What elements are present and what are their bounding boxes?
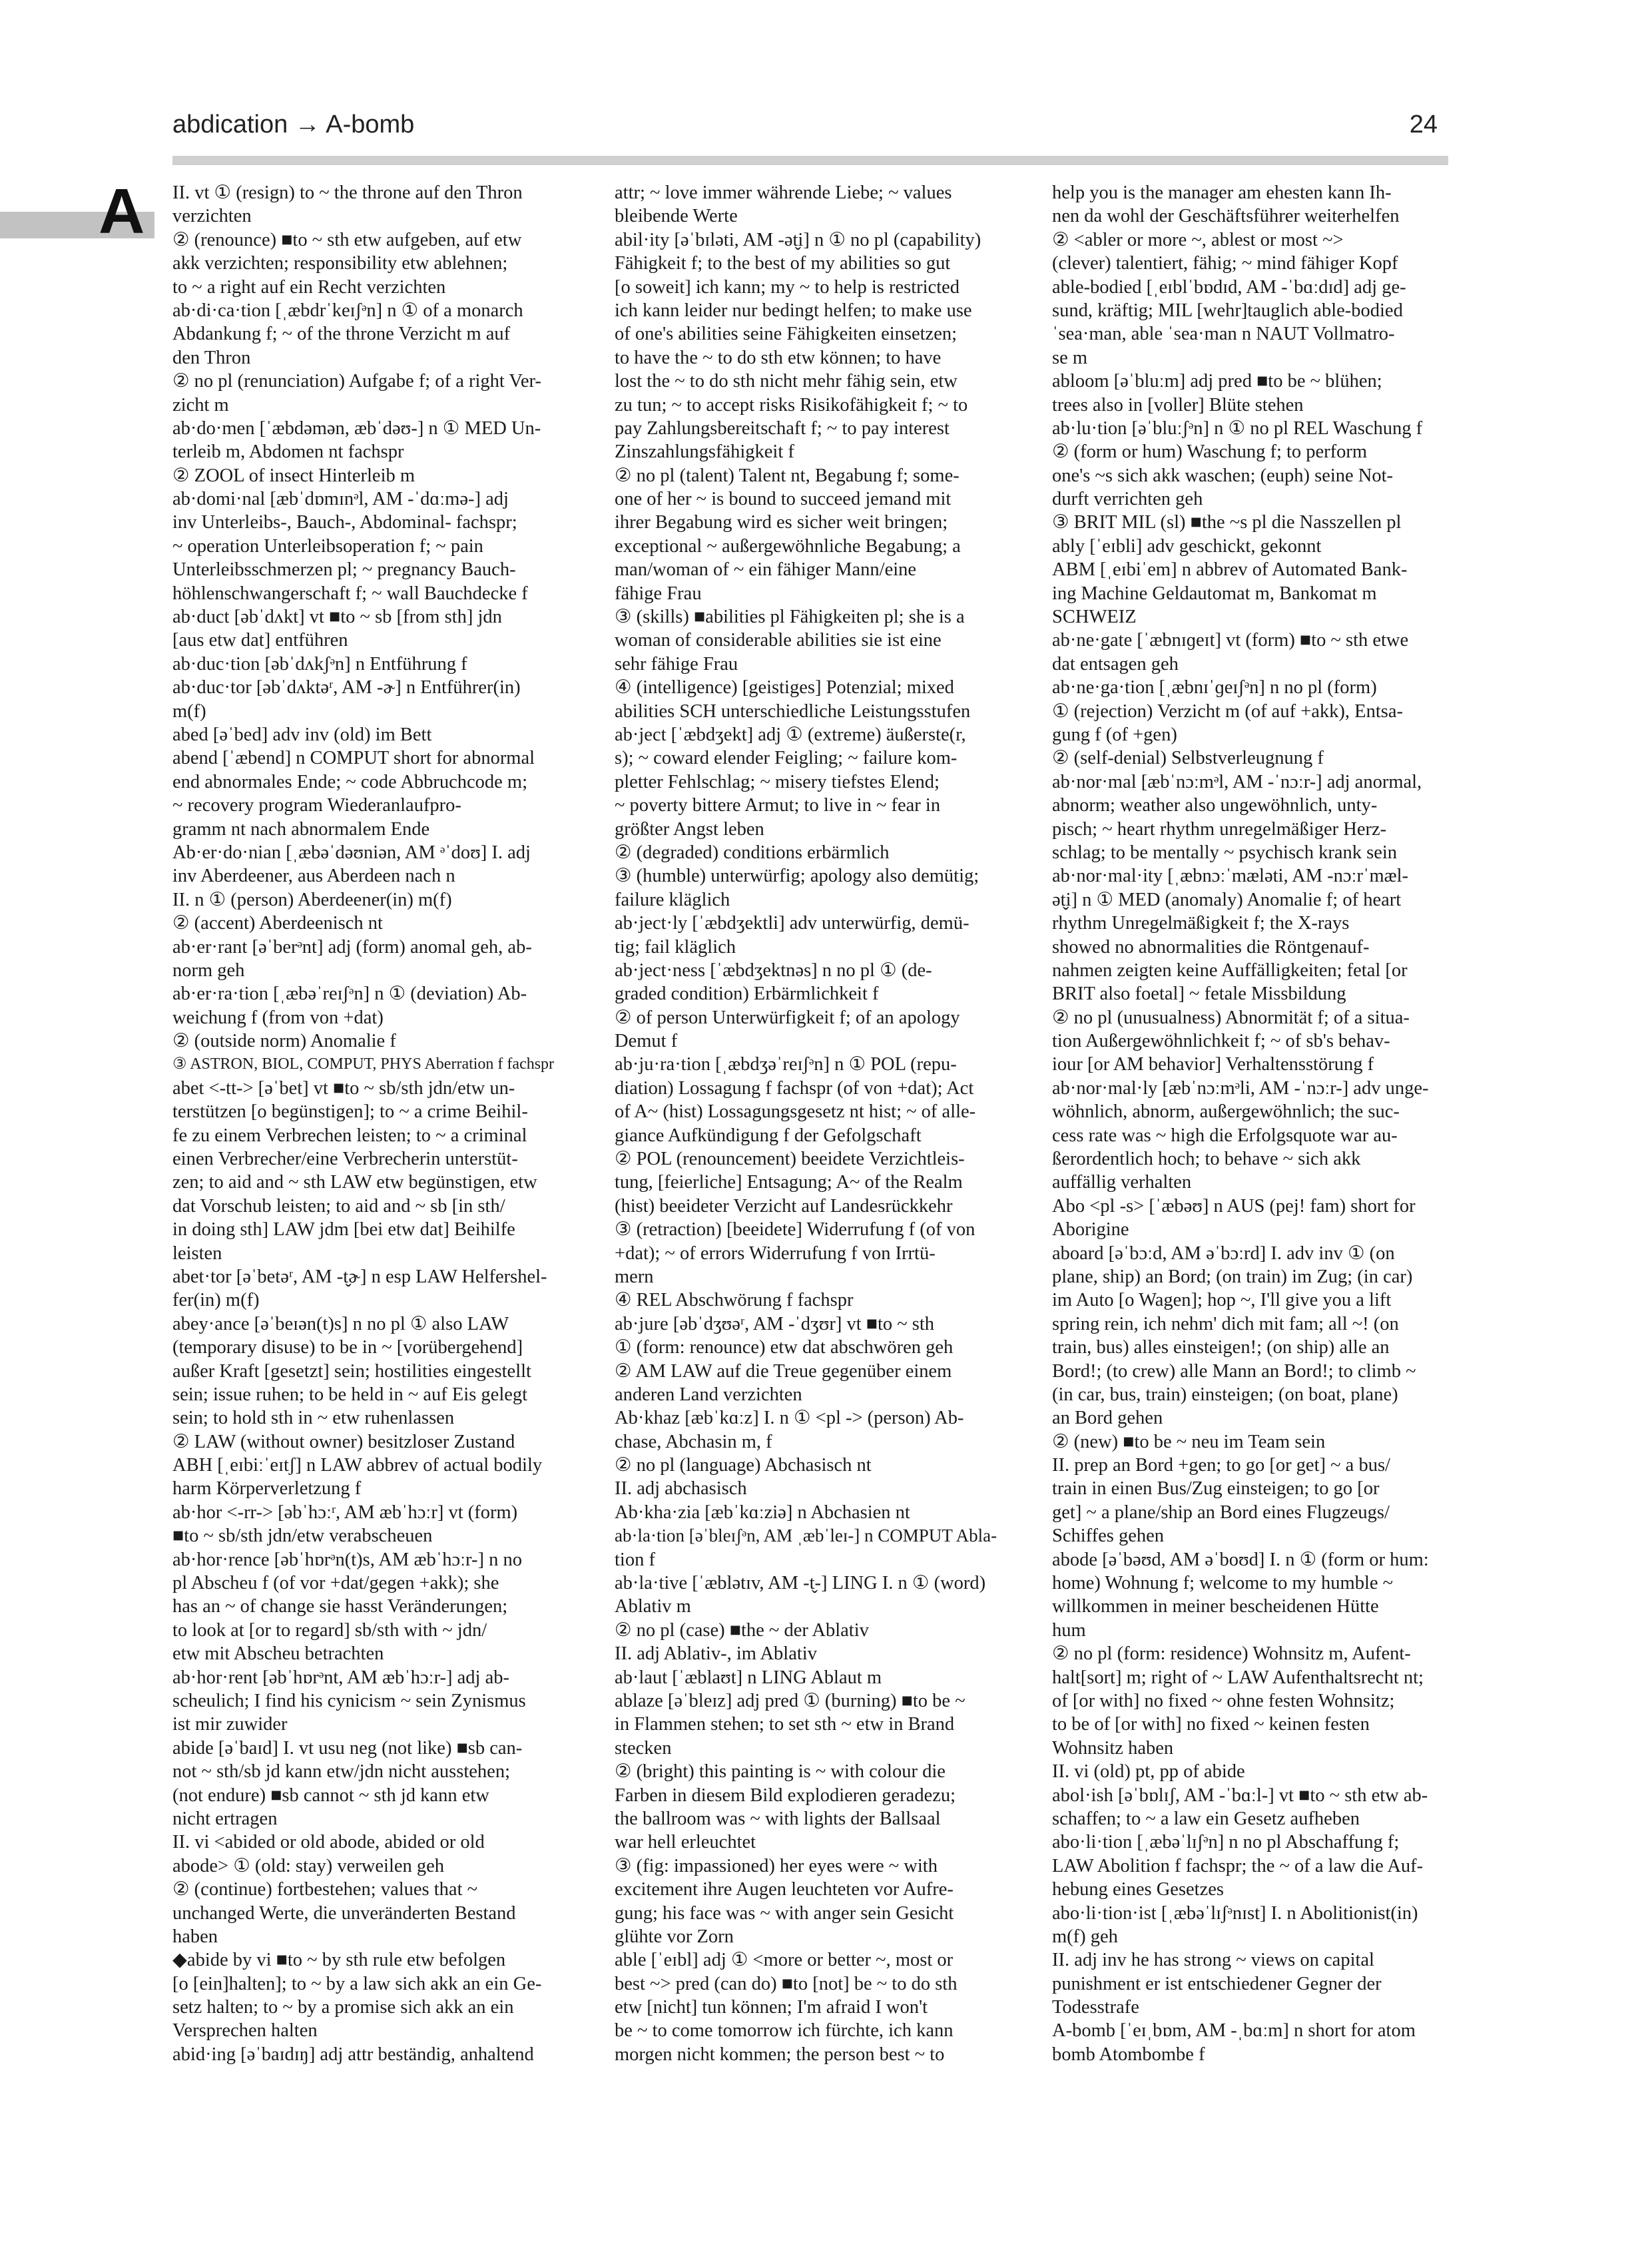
entry-line: unchanged Werte, die unveränderten Bestand (172, 1902, 516, 1924)
entry-line: ② (form or hum) Waschung f; to perform (1052, 441, 1368, 463)
entry-line: (in car, bus, train) einsteigen; (on boat, plane) (1052, 1384, 1398, 1405)
entry-line: best ~> pred (can do) ■to [not] be ~ to do sth (615, 1973, 958, 1994)
entry-line: zen; to aid and ~ sth LAW etw begünstigen, etw (172, 1172, 537, 1193)
entry-line: tion f (615, 1549, 655, 1570)
entry-line: ② (accent) Aberdeenisch nt (172, 913, 383, 934)
entry-line: II. vi (old) pt, pp of abide (1052, 1761, 1245, 1783)
entry-line: weichung f (from von +dat) (172, 1007, 384, 1028)
entry-line: of A~ (hist) Lossagungsgesetz nt hist; ~ of alle- (615, 1101, 976, 1123)
entry-line: ② (bright) this painting is ~ with colour die (615, 1761, 946, 1783)
entry-line: setz halten; to ~ by a promise sich akk an ein (172, 1997, 514, 2018)
entry-line: woman of considerable abilities sie ist eine (615, 630, 942, 651)
entry-line: ab·laut [ˈæblaʊt] n LING Ablaut m (615, 1667, 882, 1688)
entry-line: ab·nor·mal·ity [ˌæbnɔːˈmæləti, AM -nɔːrˈmæl- (1052, 866, 1409, 887)
entry-line: ab·nor·mal·ly [æbˈnɔːmᵊli, AM -ˈnɔːr-] adv unge- (1052, 1077, 1429, 1099)
entry-line: ABM [ˌeɪbiˈem] n abbrev of Automated Bank- (1052, 559, 1408, 581)
entry-line: abol·ish [əˈbɒlɪʃ, AM -ˈbɑːl-] vt ■to ~ sth etw ab- (1052, 1785, 1428, 1806)
entry-line: attr; ~ love immer währende Liebe; ~ values (615, 182, 952, 203)
entry-line: the ballroom was ~ with lights der Ballsaal (615, 1808, 941, 1829)
entry-line: cess rate was ~ high die Erfolgsquote war au- (1052, 1125, 1398, 1146)
entry-line: dat Vorschub leisten; to aid and ~ sb [in sth/ (172, 1195, 505, 1217)
entry-line: in Flammen stehen; to set sth ~ etw in Brand (615, 1714, 955, 1735)
entry-line: ② LAW (without owner) besitzloser Zustand (172, 1431, 515, 1452)
entry-line: Schiffes gehen (1052, 1526, 1165, 1547)
entry-line: an Bord gehen (1052, 1408, 1163, 1429)
entry-line: pl Abscheu f (of vor +dat/gegen +akk); she (172, 1573, 499, 1594)
entry-line: fähige Frau (615, 583, 702, 604)
entry-line: pay Zahlungsbereitschaft f; ~ to pay interest (615, 418, 950, 439)
entry-line: gung; his face was ~ with anger sein Gesicht (615, 1902, 954, 1924)
entry-line: abet·tor [əˈbetəʳ, AM -t̬ɚ] n esp LAW Helfershel- (172, 1266, 547, 1287)
entry-line: ab·domi·nal [æbˈdɒmɪnᵊl, AM -ˈdɑːmə-] adj (172, 489, 509, 510)
entry-line: not ~ sth/sb jd kann etw/jdn nicht ausstehen; (172, 1761, 510, 1783)
entry-line: ② no pl (unusualness) Abnormität f; of a situa- (1052, 1007, 1410, 1028)
entry-line: II. adj inv he has strong ~ views on capital (1052, 1950, 1374, 1971)
entry-line: ich kann leider nur bedingt helfen; to make use (615, 300, 972, 321)
entry-line: exceptional ~ außergewöhnliche Begabung; a (615, 535, 961, 557)
entry-line: akk verzichten; responsibility etw ablehnen; (172, 253, 508, 274)
entry-line: ab·ne·ga·tion [ˌæbnɪˈɡeɪʃᵊn] n no pl (form) (1052, 677, 1377, 699)
entry-line: ab·di·ca·tion [ˌæbdrˈkeɪʃᵊn] n ① of a monarch (172, 300, 523, 321)
entry-line: excitement ihre Augen leuchteten vor Aufre- (615, 1879, 954, 1900)
entry-line: m(f) (172, 701, 206, 722)
entry-line: end abnormales Ende; ~ code Abbruchcode m; (172, 771, 527, 792)
entry-line: ③ (fig: impassioned) her eyes were ~ with (615, 1855, 938, 1876)
entry-line: ab·hor·rent [əbˈhɒrᵊnt, AM æbˈhɔːr-] adj ab- (172, 1667, 509, 1688)
entry-line: ab·ject·ly [ˈæbdʒektli] adv unterwürfig, demü- (615, 913, 969, 934)
entry-line: zicht m (172, 394, 229, 416)
entry-line: II. vi <abided or old abode, abided or old (172, 1832, 485, 1853)
entry-line: ABH [ˌeɪbiːˈeɪtʃ] n LAW abbrev of actual bodily (172, 1455, 543, 1476)
entry-line: ~ recovery program Wiederanlaufpro- (172, 795, 461, 816)
entry-line: ④ (intelligence) [geistiges] Potenzial; mixed (615, 677, 954, 699)
dictionary-column-1 (172, 181, 560, 2112)
entry-line: (temporary disuse) to be in ~ [vorübergehend] (172, 1337, 523, 1358)
entry-line: one's ~s sich akk waschen; (euph) seine Not- (1052, 465, 1394, 486)
entry-line: ihrer Begabung wird es sicher weit bringen; (615, 512, 948, 533)
entry-line: leisten (172, 1243, 222, 1264)
entry-line: ② no pl (case) ■the ~ der Ablativ (615, 1619, 869, 1641)
entry-line: wöhnlich, abnorm, außergewöhnlich; the suc- (1052, 1101, 1400, 1123)
entry-line: ② of person Unterwürfigkeit f; of an apology (615, 1007, 960, 1028)
entry-line: nicht ertragen (172, 1808, 278, 1829)
entry-line: +dat); ~ of errors Widerrufung f von Irrtü- (615, 1243, 936, 1264)
dictionary-column-2 (615, 181, 1002, 2112)
entry-line: auffällig verhalten (1052, 1172, 1192, 1193)
entry-line: Ab·kha·zia [æbˈkɑːziə] n Abchasien nt (615, 1502, 910, 1523)
entry-line: ② no pl (form: residence) Wohnsitz m, Aufent- (1052, 1643, 1411, 1665)
entry-line: II. adj abchasisch (615, 1478, 747, 1500)
entry-line: iour [or AM behavior] Verhaltensstörung f (1052, 1054, 1374, 1075)
entry-line: ab·hor·rence [əbˈhɒrᵊn(t)s, AM æbˈhɔːr-] n no (172, 1549, 522, 1570)
entry-line: abilities SCH unterschiedliche Leistungsstufen (615, 701, 971, 722)
entry-line: ② (degraded) conditions erbärmlich (615, 842, 890, 863)
entry-line: Unterleibsschmerzen pl; ~ pregnancy Bauch- (172, 559, 516, 581)
entry-line: pisch; ~ heart rhythm unregelmäßiger Herz- (1052, 818, 1387, 840)
entry-line: Ab·er·do·nian [ˌæbəˈdəʊniən, AM ᵊˈdoʊ] I. adj (172, 842, 531, 863)
entry-line: Versprechen halten (172, 2020, 318, 2042)
entry-line: abey·ance [əˈbeɪən(t)s] n no pl ① also LAW (172, 1313, 509, 1334)
entry-line: Todesstrafe (1052, 1997, 1139, 2018)
entry-line: ab·hor <-rr-> [əbˈhɔːʳ, AM æbˈhɔːr] vt (form) (172, 1502, 518, 1523)
entry-line: ab·er·ra·tion [ˌæbəˈreɪʃᵊn] n ① (deviation) Ab- (172, 983, 527, 1005)
entry-line: Abo <pl -s> [ˈæbəʊ] n AUS (pej! fam) short for (1052, 1195, 1416, 1217)
entry-line: diation) Lossagung f fachspr (of von +dat); Act (615, 1077, 974, 1099)
entry-line: se m (1052, 347, 1088, 368)
entry-line: hebung eines Gesetzes (1052, 1879, 1224, 1900)
entry-line: Wohnsitz haben (1052, 1737, 1174, 1759)
entry-line: ing Machine Geldautomat m, Bankomat m (1052, 583, 1377, 604)
entry-line: punishment er ist entschiedener Gegner der (1052, 1973, 1382, 1994)
entry-line: abend [ˈæbend] n COMPUT short for abnormal (172, 748, 535, 769)
entry-line: plane, ship) an Bord; (on train) im Zug; (in car) (1052, 1266, 1413, 1287)
entry-line: hum (1052, 1619, 1086, 1641)
entry-line: bomb Atombombe f (1052, 2044, 1205, 2065)
entry-line: abode [əˈbəʊd, AM əˈboʊd] I. n ① (form or hum: (1052, 1549, 1429, 1570)
entry-line: spring rein, ich nehm' dich mit fam; all ~! (on (1052, 1313, 1399, 1334)
entry-line: terstützen [o begünstigen]; to ~ a crime Beihil- (172, 1101, 528, 1123)
entry-line: [aus etw dat] entführen (172, 630, 348, 651)
entry-line: durft verrichten geh (1052, 489, 1203, 510)
entry-line: ab·ject [ˈæbdʒekt] adj ① (extreme) äußerste(r, (615, 724, 966, 745)
entry-line: ③ (humble) unterwürfig; apology also demütig; (615, 866, 979, 887)
entry-line: sein; issue ruhen; to be held in ~ auf Eis gelegt (172, 1384, 528, 1405)
entry-line: Ab·khaz [æbˈkɑːz] I. n ① <pl -> (person) Ab- (615, 1408, 964, 1429)
entry-line: gramm nt nach abnormalem Ende (172, 818, 430, 840)
entry-line: train, bus) alles einsteigen!; (on ship) alle an (1052, 1337, 1390, 1358)
entry-line: tig; fail kläglich (615, 936, 736, 958)
entry-line: ② (new) ■to be ~ neu im Team sein (1052, 1431, 1326, 1452)
entry-line: ② (self-denial) Selbstverleugnung f (1052, 748, 1324, 769)
entry-line: abo·li·tion·ist [ˌæbəˈlɪʃᵊnɪst] I. n Abolitionist(in) (1052, 1902, 1418, 1924)
entry-line: ab·er·rant [əˈberᵊnt] adj (form) anomal geh, ab- (172, 936, 532, 958)
entry-line: abode> ① (old: stay) verweilen geh (172, 1855, 445, 1876)
entry-line: ② no pl (language) Abchasisch nt (615, 1455, 872, 1476)
entry-line: ② (outside norm) Anomalie f (172, 1031, 396, 1052)
entry-line: of [or with] no fixed ~ ohne festen Wohnsitz; (1052, 1691, 1395, 1711)
entry-line: inv Aberdeener, aus Aberdeen nach n (172, 866, 455, 887)
entry-line: sehr fähige Frau (615, 653, 738, 675)
entry-line: fer(in) m(f) (172, 1290, 260, 1311)
entry-line: haben (172, 1926, 218, 1947)
entry-line: to be of [or with] no fixed ~ keinen festen (1052, 1714, 1370, 1735)
entry-line: be ~ to come tomorrow ich fürchte, ich kann (615, 2020, 954, 2042)
entry-line: größter Angst leben (615, 818, 764, 840)
entry-line: get] ~ a plane/ship an Bord eines Flugzeugs/ (1052, 1502, 1390, 1523)
entry-line: LAW Abolition f fachspr; the ~ of a law die Auf- (1052, 1855, 1424, 1876)
entry-line: ~ operation Unterleibsoperation f; ~ pain (172, 535, 483, 557)
entry-line: ably [ˈeɪbli] adv geschickt, gekonnt (1052, 535, 1322, 557)
entry-line: ① (rejection) Verzicht m (of auf +akk), Entsa- (1052, 701, 1403, 722)
entry-line: ■to ~ sb/sth jdn/etw verabscheuen (172, 1526, 433, 1547)
entry-line: failure kläglich (615, 889, 730, 910)
entry-line: in doing sth] LAW jdm [bei etw dat] Beihilfe (172, 1219, 515, 1241)
entry-line: able [ˈeɪbl] adj ① <more or better ~, most or (615, 1950, 954, 1971)
entry-line: nahmen zeigten keine Auffälligkeiten; fetal [or (1052, 960, 1408, 981)
entry-line: ab·la·tion [əˈbleɪʃᵊn, AM ˌæbˈleɪ-] n COMPUT Abla- (615, 1526, 997, 1546)
entry-line: ab·duct [əbˈdʌkt] vt ■to ~ sb [from sth] jdn (172, 607, 502, 628)
entry-line: Zinszahlungsfähigkeit f (615, 441, 794, 463)
entry-line: bleibende Werte (615, 206, 738, 227)
entry-line: of one's abilities seine Fähigkeiten einsetzen; (615, 324, 958, 345)
entry-line: verzichten (172, 206, 252, 227)
entry-line: abed [əˈbed] adv inv (old) im Bett (172, 724, 432, 745)
entry-line: to ~ a right auf ein Recht verzichten (172, 276, 446, 298)
entry-line: Ablativ m (615, 1596, 691, 1617)
entry-line: ˈsea·man, able ˈsea·man n NAUT Vollmatro- (1052, 324, 1395, 345)
entry-line: to have the ~ to do sth etw können; to have (615, 347, 942, 368)
entry-line: harm Körperverletzung f (172, 1478, 362, 1500)
entry-line: abloom [əˈbluːm] adj pred ■to be ~ blühen; (1052, 371, 1382, 392)
entry-line: nen da wohl der Geschäftsführer weiterhelfen (1052, 206, 1400, 227)
entry-line: home) Wohnung f; welcome to my humble ~ (1052, 1573, 1394, 1594)
entry-line: m(f) geh (1052, 1926, 1118, 1947)
entry-line: has an ~ of change sie hasst Veränderungen; (172, 1596, 508, 1617)
entry-line: abil·ity [əˈbɪləti, AM -ət̬i] n ① no pl (capability) (615, 229, 981, 250)
entry-line: etw mit Abscheu betrachten (172, 1643, 384, 1665)
entry-line: etw [nicht] tun können; I'm afraid I won't (615, 1997, 928, 2018)
entry-line: gung f (of +gen) (1052, 724, 1177, 745)
entry-line: (not endure) ■sb cannot ~ sth jd kann etw (172, 1785, 489, 1806)
entry-line: ② <abler or more ~, ablest or most ~> (1052, 229, 1344, 250)
entry-line: (clever) talentiert, fähig; ~ mind fähiger Kopf (1052, 253, 1398, 274)
entry-line: ab·ject·ness [ˈæbdʒektnəs] n no pl ① (de- (615, 960, 932, 981)
running-head: abdication → A-bomb (172, 111, 415, 139)
entry-line: [o soweit] ich kann; my ~ to help is restricted (615, 276, 960, 298)
entry-line: ② ZOOL of insect Hinterleib m (172, 465, 415, 486)
entry-line: II. prep an Bord +gen; to go [or get] ~ a bus/ (1052, 1455, 1390, 1476)
entry-line: terleib m, Abdomen nt fachspr (172, 441, 404, 463)
entry-line: war hell erleuchtet (615, 1832, 756, 1853)
entry-line: außer Kraft [gesetzt] sein; hostilities eingestellt (172, 1360, 531, 1382)
entry-line: ab·duc·tion [əbˈdʌkʃᵊn] n Entführung f (172, 653, 467, 675)
entry-line: sund, kräftig; MIL [wehr]tauglich able-bodied (1052, 300, 1403, 321)
entry-line: Aborigine (1052, 1219, 1129, 1241)
entry-line: Bord!; (to crew) alle Mann an Bord!; to climb ~ (1052, 1360, 1416, 1382)
entry-line: to look at [or to regard] sb/sth with ~ jdn/ (172, 1619, 487, 1641)
entry-line: s); ~ coward elender Feigling; ~ failure kom- (615, 748, 958, 769)
entry-line: anderen Land verzichten (615, 1384, 802, 1405)
entry-line: ② no pl (renunciation) Aufgabe f; of a right Ver- (172, 371, 541, 392)
entry-line: halt[sort] m; right of ~ LAW Aufenthaltsrecht nt; (1052, 1667, 1424, 1688)
entry-line: chase, Abchasin m, f (615, 1431, 772, 1452)
entry-line: willkommen in meiner bescheidenen Hütte (1052, 1596, 1379, 1617)
entry-line: den Thron (172, 347, 251, 368)
entry-line: pletter Fehlschlag; ~ misery tiefstes Elend; (615, 771, 940, 792)
entry-line: glühte vor Zorn (615, 1926, 734, 1947)
dictionary-column-3 (1052, 181, 1440, 2112)
entry-line: schlag; to be mentally ~ psychisch krank sein (1052, 842, 1398, 863)
entry-line: giance Aufkündigung f der Gefolgschaft (615, 1125, 922, 1146)
entry-line: dat entsagen geh (1052, 653, 1179, 675)
entry-line: norm geh (172, 960, 245, 981)
entry-line: abid·ing [əˈbaɪdɪŋ] adj attr beständig, anhaltend (172, 2044, 534, 2065)
entry-line: inv Unterleibs-, Bauch-, Abdominal- fachspr; (172, 512, 517, 533)
entry-line: ab·duc·tor [əbˈdʌktəʳ, AM -ɚ] n Entführer(in) (172, 677, 521, 699)
entry-line: ③ (skills) ■abilities pl Fähigkeiten pl; she is a (615, 607, 965, 628)
entry-line: ① (form: renounce) etw dat abschwören geh (615, 1337, 954, 1358)
entry-line: II. vt ① (resign) to ~ the throne auf den Thron (172, 182, 523, 203)
entry-line: ab·ju·ra·tion [ˌæbdʒəˈreɪʃᵊn] n ① POL (repu- (615, 1054, 957, 1075)
entry-line: höhlenschwangerschaft f; ~ wall Bauchdecke f (172, 583, 528, 604)
entry-line: trees also in [voller] Blüte stehen (1052, 394, 1304, 416)
entry-line: Fähigkeit f; to the best of my abilities so gut (615, 253, 951, 274)
page-header (172, 107, 1438, 140)
entry-line: ab·la·tive [ˈæblətɪv, AM -t̬-] LING I. n ① (word) (615, 1573, 986, 1594)
entry-line: lost the ~ to do sth nicht mehr fähig sein, etw (615, 371, 958, 392)
entry-line: II. adj Ablativ-, im Ablativ (615, 1643, 817, 1665)
page-number: 24 (1409, 111, 1438, 139)
entry-line: able-bodied [ˌeɪblˈbɒdɪd, AM -ˈbɑːdɪd] adj ge- (1052, 276, 1406, 298)
entry-line: ② no pl (talent) Talent nt, Begabung f; some- (615, 465, 960, 486)
entry-line: ~ poverty bittere Armut; to live in ~ fear in (615, 795, 941, 816)
entry-line: ab·ne·gate [ˈæbnɪɡeɪt] vt (form) ■to ~ sth etwe (1052, 630, 1409, 651)
entry-line: ◆abide by vi ■to ~ by sth rule etw befolgen (172, 1950, 506, 1971)
entry-line: man/woman of ~ ein fähiger Mann/eine (615, 559, 917, 581)
entry-line: stecken (615, 1737, 672, 1759)
entry-line: ③ ASTRON, BIOL, COMPUT, PHYS Aberration f fachspr (172, 1055, 555, 1073)
entry-line: SCHWEIZ (1052, 607, 1137, 628)
entry-line: tion Außergewöhnlichkeit f; ~ of sb's behav- (1052, 1031, 1390, 1052)
entry-line: ab·do·men [ˈæbdəmən, æbˈdəʊ-] n ① MED Un- (172, 418, 541, 439)
section-letter: A (99, 176, 145, 247)
entry-line: scheulich; I find his cynicism ~ sein Zynismus (172, 1691, 526, 1711)
entry-line: sein; to hold sth in ~ etw ruhenlassen (172, 1408, 455, 1429)
entry-line: ist mir zuwider (172, 1714, 288, 1735)
entry-line: ab·jure [əbˈdʒʊəʳ, AM -ˈdʒʊr] vt ■to ~ sth (615, 1313, 935, 1334)
entry-line: ② (continue) fortbestehen; values that ~ (172, 1879, 478, 1900)
entry-line: II. n ① (person) Aberdeener(in) m(f) (172, 889, 452, 910)
entry-line: train in einen Bus/Zug einsteigen; to go [or (1052, 1478, 1380, 1500)
entry-line: Farben in diesem Bild explodieren geradezu; (615, 1785, 956, 1806)
entry-line: (hist) beeideter Verzicht auf Landesrückkehr (615, 1195, 953, 1217)
entry-line: einen Verbrecher/eine Verbrecherin unterstüt- (172, 1149, 518, 1170)
entry-line: rhythm Unregelmäßigkeit f; the X-rays (1052, 913, 1350, 934)
entry-line: ab·nor·mal [æbˈnɔːmᵊl, AM -ˈnɔːr-] adj anormal, (1052, 771, 1422, 792)
entry-line: BRIT also foetal] ~ fetale Missbildung (1052, 983, 1346, 1005)
entry-line: zu tun; ~ to accept risks Risikofähigkeit f; ~ to (615, 394, 968, 416)
entry-line: morgen nicht kommen; the person best ~ to (615, 2044, 945, 2065)
entry-line: Demut f (615, 1031, 678, 1052)
entry-line: schaffen; to ~ a law ein Gesetz aufheben (1052, 1808, 1360, 1829)
entry-line: ab·lu·tion [əˈbluːʃᵊn] n ① no pl REL Waschung f (1052, 418, 1423, 439)
entry-line: [o [ein]halten]; to ~ by a law sich akk an ein Ge- (172, 1973, 542, 1994)
entry-line: abet <-tt-> [əˈbet] vt ■to ~ sb/sth jdn/etw un- (172, 1077, 515, 1099)
entry-line: tung, [feierliche] Entsagung; A~ of the Realm (615, 1172, 963, 1193)
entry-line: fe zu einem Verbrechen leisten; to ~ a criminal (172, 1125, 527, 1146)
entry-line: one of her ~ is bound to succeed jemand mit (615, 489, 952, 510)
entry-line: abo·li·tion [ˌæbəˈlɪʃᵊn] n no pl Abschaffung f; (1052, 1832, 1400, 1853)
entry-line: Abdankung f; ~ of the throne Verzicht m auf (172, 324, 511, 345)
entry-line: aboard [əˈbɔːd, AM əˈbɔːrd] I. adv inv ① (on (1052, 1243, 1395, 1264)
entry-line: help you is the manager am ehesten kann Ih- (1052, 182, 1392, 203)
entry-line: ④ REL Abschwörung f fachspr (615, 1290, 854, 1311)
entry-line: ablaze [əˈbleɪz] adj pred ① (burning) ■to be ~ (615, 1691, 965, 1711)
entry-line: ② (renounce) ■to ~ sth etw aufgeben, auf etw (172, 229, 522, 250)
entry-line: mern (615, 1266, 654, 1287)
entry-line: ③ BRIT MIL (sl) ■the ~s pl die Nasszellen pl (1052, 512, 1402, 533)
entry-line: ② POL (renouncement) beeidete Verzichtleis- (615, 1149, 965, 1170)
entry-line: abide [əˈbaɪd] I. vt usu neg (not like) ■sb can- (172, 1737, 523, 1759)
entry-line: showed no abnormalities die Röntgenauf- (1052, 936, 1370, 958)
entry-line: abnorm; weather also ungewöhnlich, unty- (1052, 795, 1378, 816)
entry-line: im Auto [o Wagen]; hop ~, I'll give you a lift (1052, 1290, 1392, 1311)
entry-line: ③ (retraction) [beeidete] Widerrufung f (of von (615, 1219, 975, 1241)
entry-line: graded condition) Erbärmlichkeit f (615, 983, 879, 1005)
header-rule (172, 156, 1448, 165)
entry-line: ət̬i] n ① MED (anomaly) Anomalie f; of heart (1052, 889, 1402, 910)
entry-line: ßerordentlich hoch; to behave ~ sich akk (1052, 1149, 1361, 1170)
entry-line: A-bomb [ˈeɪˌbɒm, AM -ˌbɑːm] n short for atom (1052, 2020, 1416, 2042)
entry-line: ② AM LAW auf die Treue gegenüber einem (615, 1360, 952, 1382)
